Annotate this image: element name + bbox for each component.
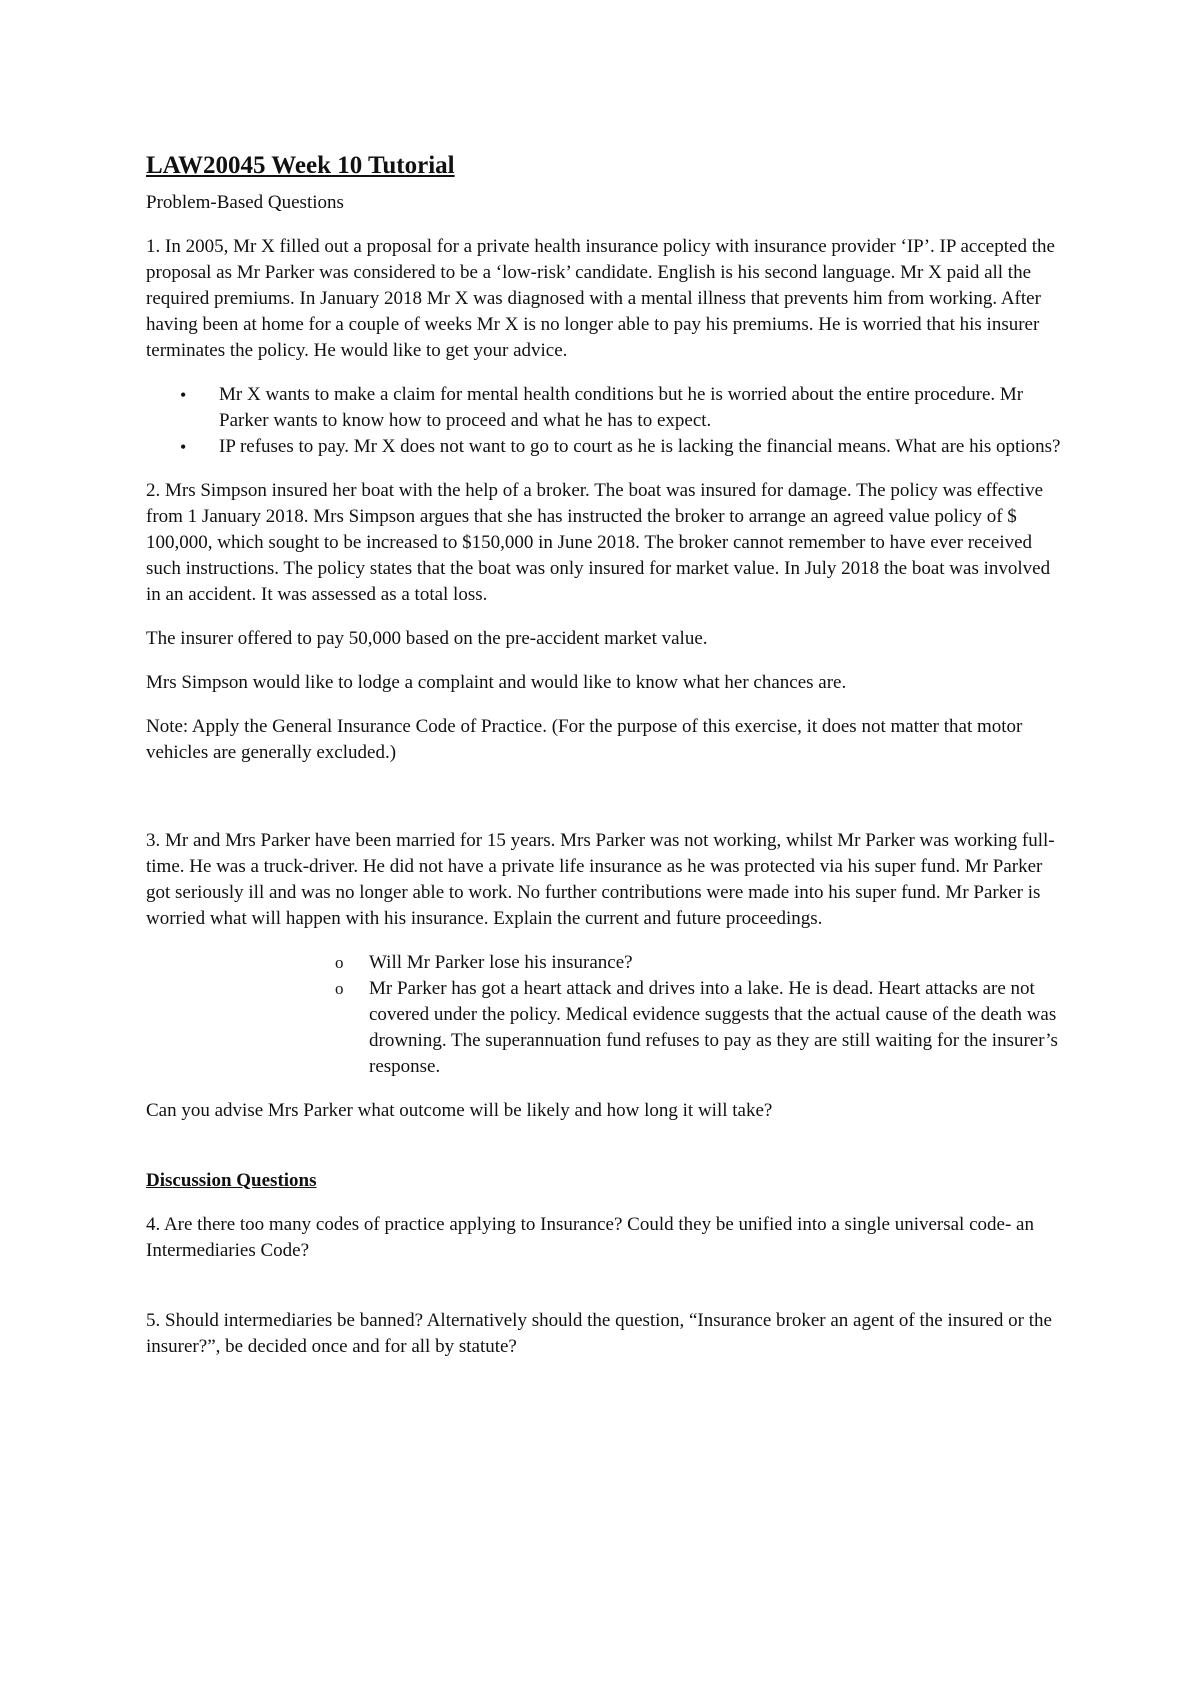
bullet-icon: • <box>180 437 187 457</box>
question-1-text: 1. In 2005, Mr X filled out a proposal for a private health insurance policy with insurance provider ‘IP’. IP accepted the proposal as Mr Parker was considered to be a ‘low-risk’ candidate. English is his second language. Mr X paid all the required premiums. In January 2018 Mr X was diagnosed with a mental illness that prevents him from working. After having been at home for a couple of weeks Mr X is no longer able to pay his premiums. He is worried that his insurer terminates the policy. He would like to get your advice. <box>146 236 1055 361</box>
document-title: LAW20045 Week 10 Tutorial <box>146 152 455 179</box>
bullet-icon: • <box>180 385 187 405</box>
circle-bullet-icon: o <box>335 979 344 998</box>
question-3-bullet-list <box>146 950 1066 1080</box>
list-item <box>335 950 1066 976</box>
question-3-bullet-2: Mr Parker has got a heart attack and drives into a lake. He is dead. Heart attacks are not covered under the policy. Medical evidence suggests that the actual cause of the death was drowning. The superannuation fund refuses to pay as they are still waiting for the insurer’s response. <box>369 978 1058 1077</box>
list-item <box>335 976 1066 1080</box>
discussion-heading: Discussion Questions <box>146 1170 317 1191</box>
list-item <box>180 434 1066 460</box>
document-page <box>146 150 1066 1378</box>
circle-bullet-icon: o <box>335 953 344 972</box>
list-item <box>180 382 1066 434</box>
question-1-bullet-list <box>146 382 1066 460</box>
question-3-bullet-1: Will Mr Parker lose his insurance? <box>369 952 633 973</box>
question-1-bullet-1: Mr X wants to make a claim for mental health conditions but he is worried about the entire procedure. Mr Parker wants to know how to proceed and what he has to expect. <box>219 384 1024 431</box>
document-subtitle: Problem-Based Questions <box>146 192 344 213</box>
question-2-offer: The insurer offered to pay 50,000 based on the pre-accident market value. <box>146 628 708 649</box>
question-3-text: 3. Mr and Mrs Parker have been married for 15 years. Mrs Parker was not working, whilst Mr Parker was working full-time. He was a truck-driver. He did not have a private life insurance as he was protected via his super fund. Mr Parker got seriously ill and was no longer able to work. No further contributions were made into his super fund. Mr Parker is worried what will happen with his insurance. Explain the current and future proceedings. <box>146 830 1055 929</box>
question-2-text: 2. Mrs Simpson insured her boat with the help of a broker. The boat was insured for damage. The policy was effective from 1 January 2018. Mrs Simpson argues that she has instructed the broker to arrange an agreed value policy of $ 100,000, which sought to be increased to $150,000 in June 2018. The broker cannot remember to have ever received such instructions. The policy states that the boat was only insured for market value. In July 2018 the boat was involved in an accident. It was assessed as a total loss. <box>146 480 1051 605</box>
question-2-complaint: Mrs Simpson would like to lodge a complaint and would like to know what her chances are. <box>146 672 847 693</box>
question-2-note: Note: Apply the General Insurance Code of Practice. (For the purpose of this exercise, it does not matter that motor vehicles are generally excluded.) <box>146 716 1023 763</box>
question-1-bullet-2: IP refuses to pay. Mr X does not want to go to court as he is lacking the financial means. What are his options? <box>219 436 1061 457</box>
question-5-text: 5. Should intermediaries be banned? Alternatively should the question, “Insurance broker an agent of the insured or the insurer?”, be decided once and for all by statute? <box>146 1310 1052 1357</box>
question-3-advice: Can you advise Mrs Parker what outcome will be likely and how long it will take? <box>146 1100 773 1121</box>
question-4-text: 4. Are there too many codes of practice applying to Insurance? Could they be unified into a single universal code- an Intermediaries Code? <box>146 1214 1034 1261</box>
